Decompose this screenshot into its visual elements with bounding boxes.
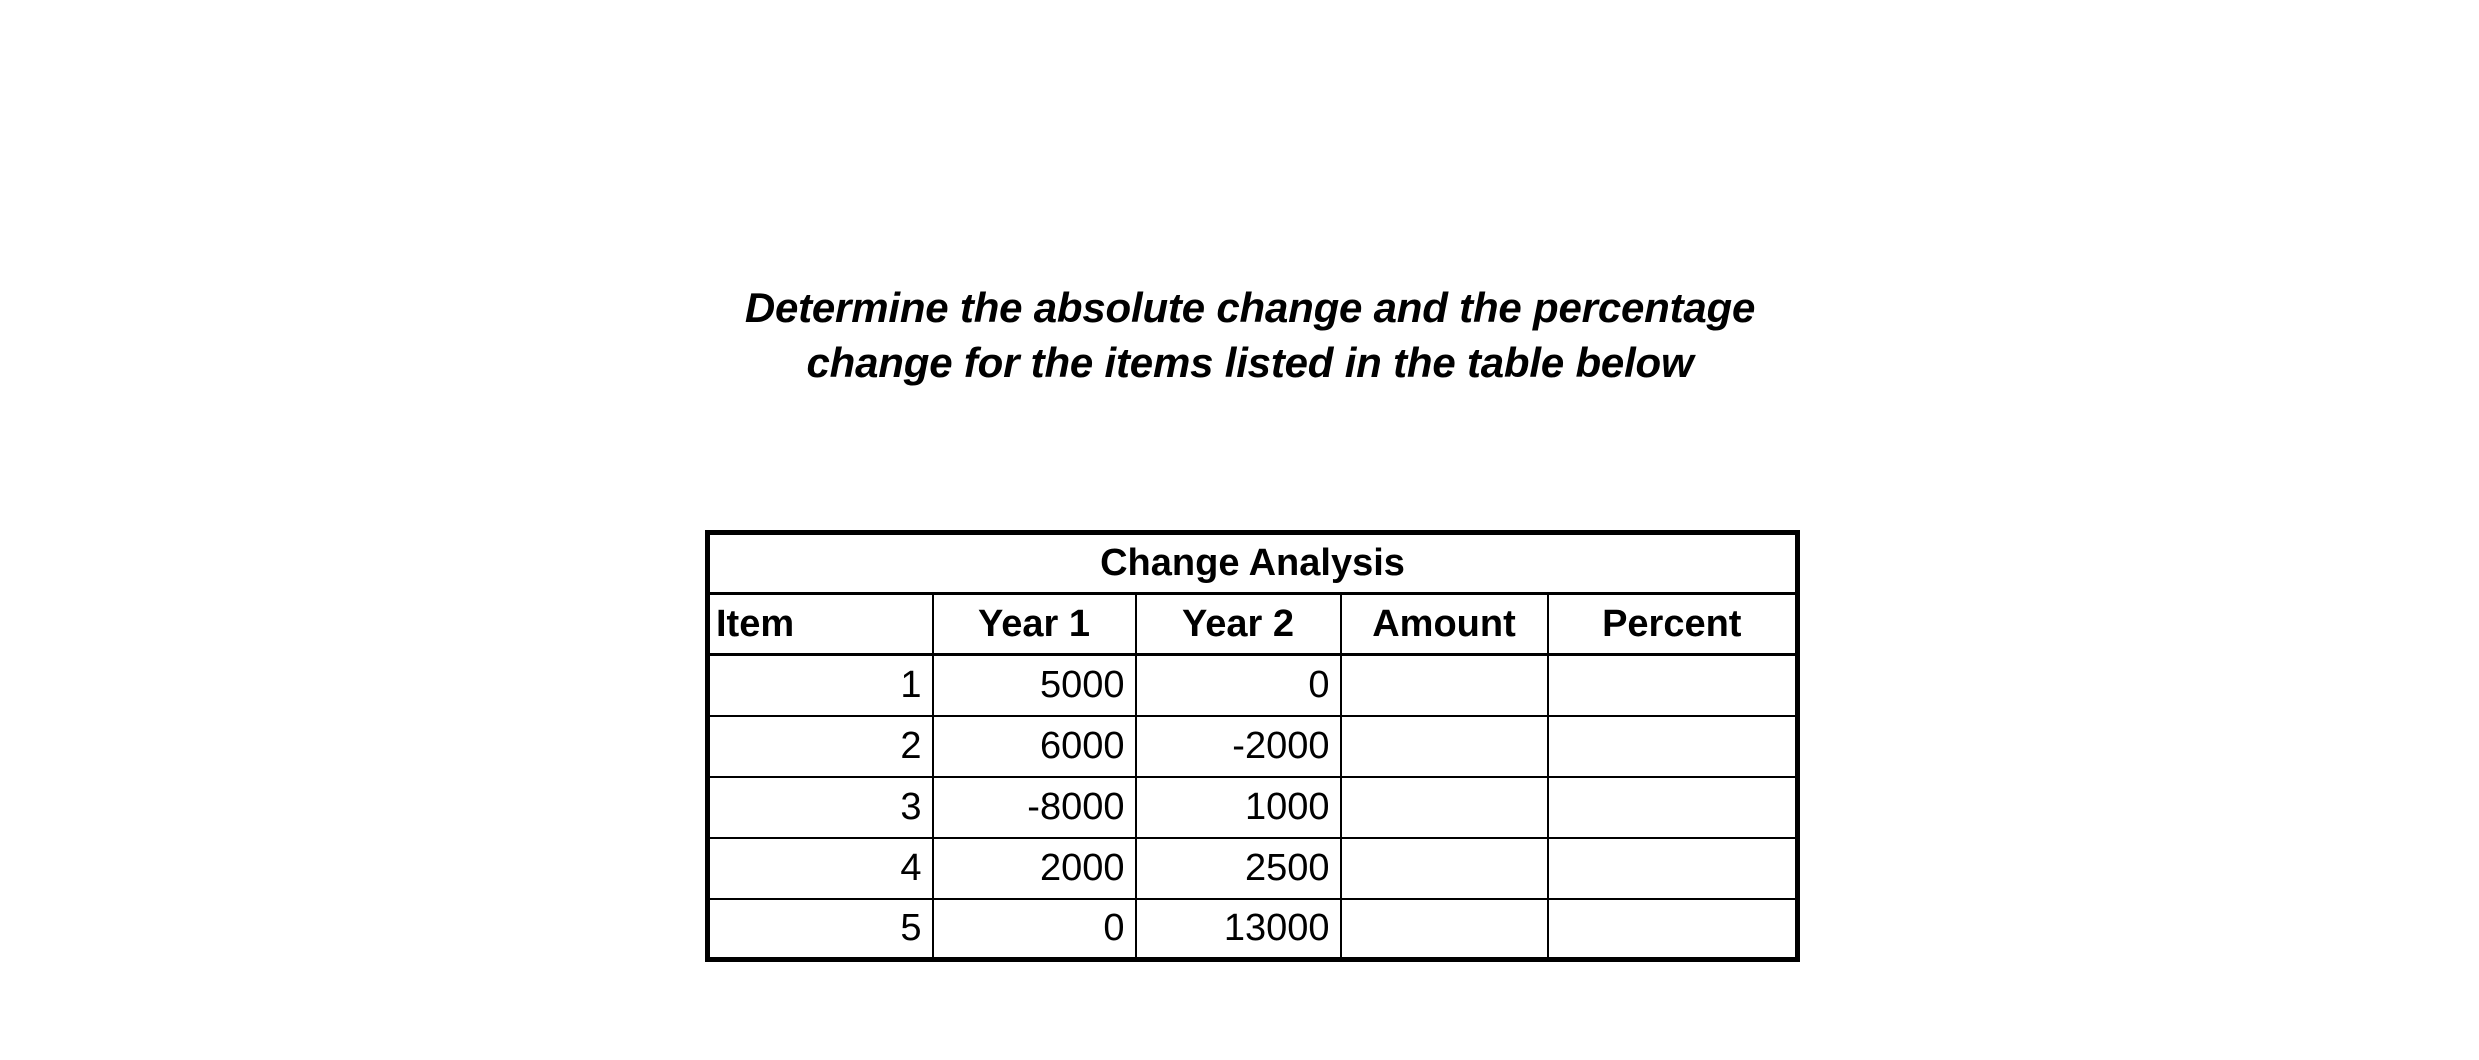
instruction-text: Determine the absolute change and the percentage change for the items listed in the table below: [744, 284, 1756, 387]
cell-percent[interactable]: [1548, 899, 1798, 960]
change-analysis-table: [705, 530, 1800, 962]
cell-year2: 1000: [1136, 777, 1341, 838]
cell-amount[interactable]: [1341, 838, 1548, 899]
cell-percent[interactable]: [1548, 716, 1798, 777]
cell-item: 5: [708, 899, 933, 960]
table-row: [708, 899, 1798, 960]
cell-year2: 13000: [1136, 899, 1341, 960]
cell-item: 2: [708, 716, 933, 777]
column-header-percent: Percent: [1548, 594, 1798, 655]
cell-percent[interactable]: [1548, 655, 1798, 716]
cell-amount[interactable]: [1341, 716, 1548, 777]
cell-year2: -2000: [1136, 716, 1341, 777]
cell-item: 3: [708, 777, 933, 838]
cell-amount[interactable]: [1341, 655, 1548, 716]
column-header-year1: Year 1: [933, 594, 1136, 655]
cell-percent[interactable]: [1548, 838, 1798, 899]
cell-year2: 2500: [1136, 838, 1341, 899]
cell-year1: 5000: [933, 655, 1136, 716]
cell-amount[interactable]: [1341, 777, 1548, 838]
cell-item: 4: [708, 838, 933, 899]
table-row: [708, 655, 1798, 716]
table-row: [708, 838, 1798, 899]
table-row: [708, 716, 1798, 777]
table-row: [708, 777, 1798, 838]
column-header-amount: Amount: [1341, 594, 1548, 655]
cell-item: 1: [708, 655, 933, 716]
column-header-year2: Year 2: [1136, 594, 1341, 655]
table-header-row: [708, 594, 1798, 655]
cell-year1: 2000: [933, 838, 1136, 899]
cell-year1: 6000: [933, 716, 1136, 777]
column-header-item: Item: [708, 594, 933, 655]
cell-amount[interactable]: [1341, 899, 1548, 960]
change-analysis-table-container: [705, 530, 1795, 962]
cell-year1: 0: [933, 899, 1136, 960]
table-title: Change Analysis: [708, 533, 1798, 594]
cell-year1: -8000: [933, 777, 1136, 838]
cell-year2: 0: [1136, 655, 1341, 716]
cell-percent[interactable]: [1548, 777, 1798, 838]
table-title-row: [708, 533, 1798, 594]
